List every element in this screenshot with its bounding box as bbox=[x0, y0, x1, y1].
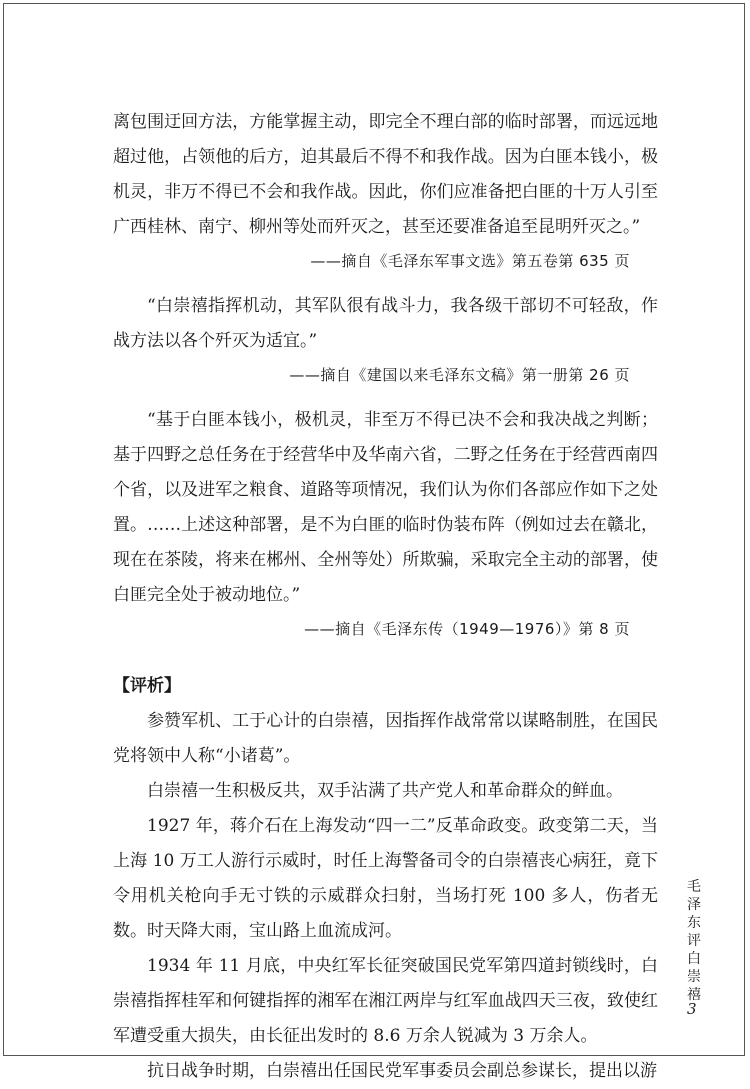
analysis-paragraph: 1927 年，蒋介石在上海发动“四一二”反革命政变。政变第二天，当上海 10 万工人游行示威时，时任上海警备司令的白崇禧丧心病狂，竟下令用机关枪向手无寸铁的示威群众扫射，当场打死 100 多人，伤者无数。时天降大雨，宝山路上血流成河。 bbox=[113, 816, 658, 941]
analysis-paragraph: 1934 年 11 月底，中央红军长征突破国民党军第四道封锁线时，白崇禧指挥桂军和何键指挥的湘军在湘江两岸与红军血战四天三夜，致使红军遭受重大损失，由长征出发时的 8.6 万余人锐减为 3 万余人。 bbox=[113, 956, 658, 1046]
quote-3 bbox=[113, 403, 658, 645]
analysis-heading: 【评析】 bbox=[113, 676, 181, 696]
analysis-paragraph: 白崇禧一生积极反共，双手沾满了共产党人和革命群众的鲜血。 bbox=[147, 781, 623, 801]
page-number: 3 bbox=[687, 1000, 697, 1018]
quote-2 bbox=[113, 289, 658, 391]
running-title: 毛泽东评白崇禧 bbox=[687, 879, 701, 1003]
quote-1 bbox=[113, 105, 658, 277]
quote-source: ——摘自《毛泽东传（1949—1976）》第 8 页 bbox=[304, 620, 630, 638]
quote-source: ——摘自《毛泽东军事文选》第五卷第 635 页 bbox=[310, 252, 630, 270]
page-content bbox=[113, 105, 658, 1089]
quote-text: 离包围迂回方法，方能掌握主动，即完全不理白部的临时部署，而远远地超过他，占领他的后方，迫其最后不得不和我作战。因为白匪本钱小，极机灵，非万不得已不会和我作战。因此，你们应准备把白匪的十万人引至广西桂林、南宁、柳州等处而歼灭之，甚至还要准备追至昆明歼灭之。” bbox=[113, 112, 658, 237]
quote-text: “白崇禧指挥机动，其军队很有战斗力，我各级干部切不可轻敌，作战方法以各个歼灭为适宜。” bbox=[113, 296, 658, 351]
analysis-paragraph: 参赞军机、工于心计的白崇禧，因指挥作战常常以谋略制胜，在国民党将领中人称“小诸葛”。 bbox=[113, 711, 658, 766]
analysis-paragraph: 抗日战争时期，白崇禧出任国民党军事委员会副总参谋长，提出以游 bbox=[147, 1061, 657, 1081]
quote-source: ——摘自《建国以来毛泽东文稿》第一册第 26 页 bbox=[289, 366, 630, 384]
quote-text: “基于白匪本钱小，极机灵，非至万不得已决不会和我决战之判断；基于四野之总任务在于经营华中及华南六省，二野之任务在于经营西南四个省，以及进军之粮食、道路等项情况，我们认为你们各部应作如下之处置。……上述这种部署，是不为白匪的临时伪装布阵（例如过去在赣北，现在在茶陵，将来在郴州、全州等处）所欺骗，采取完全主动的部署，使白匪完全处于被动地位。” bbox=[113, 410, 658, 605]
